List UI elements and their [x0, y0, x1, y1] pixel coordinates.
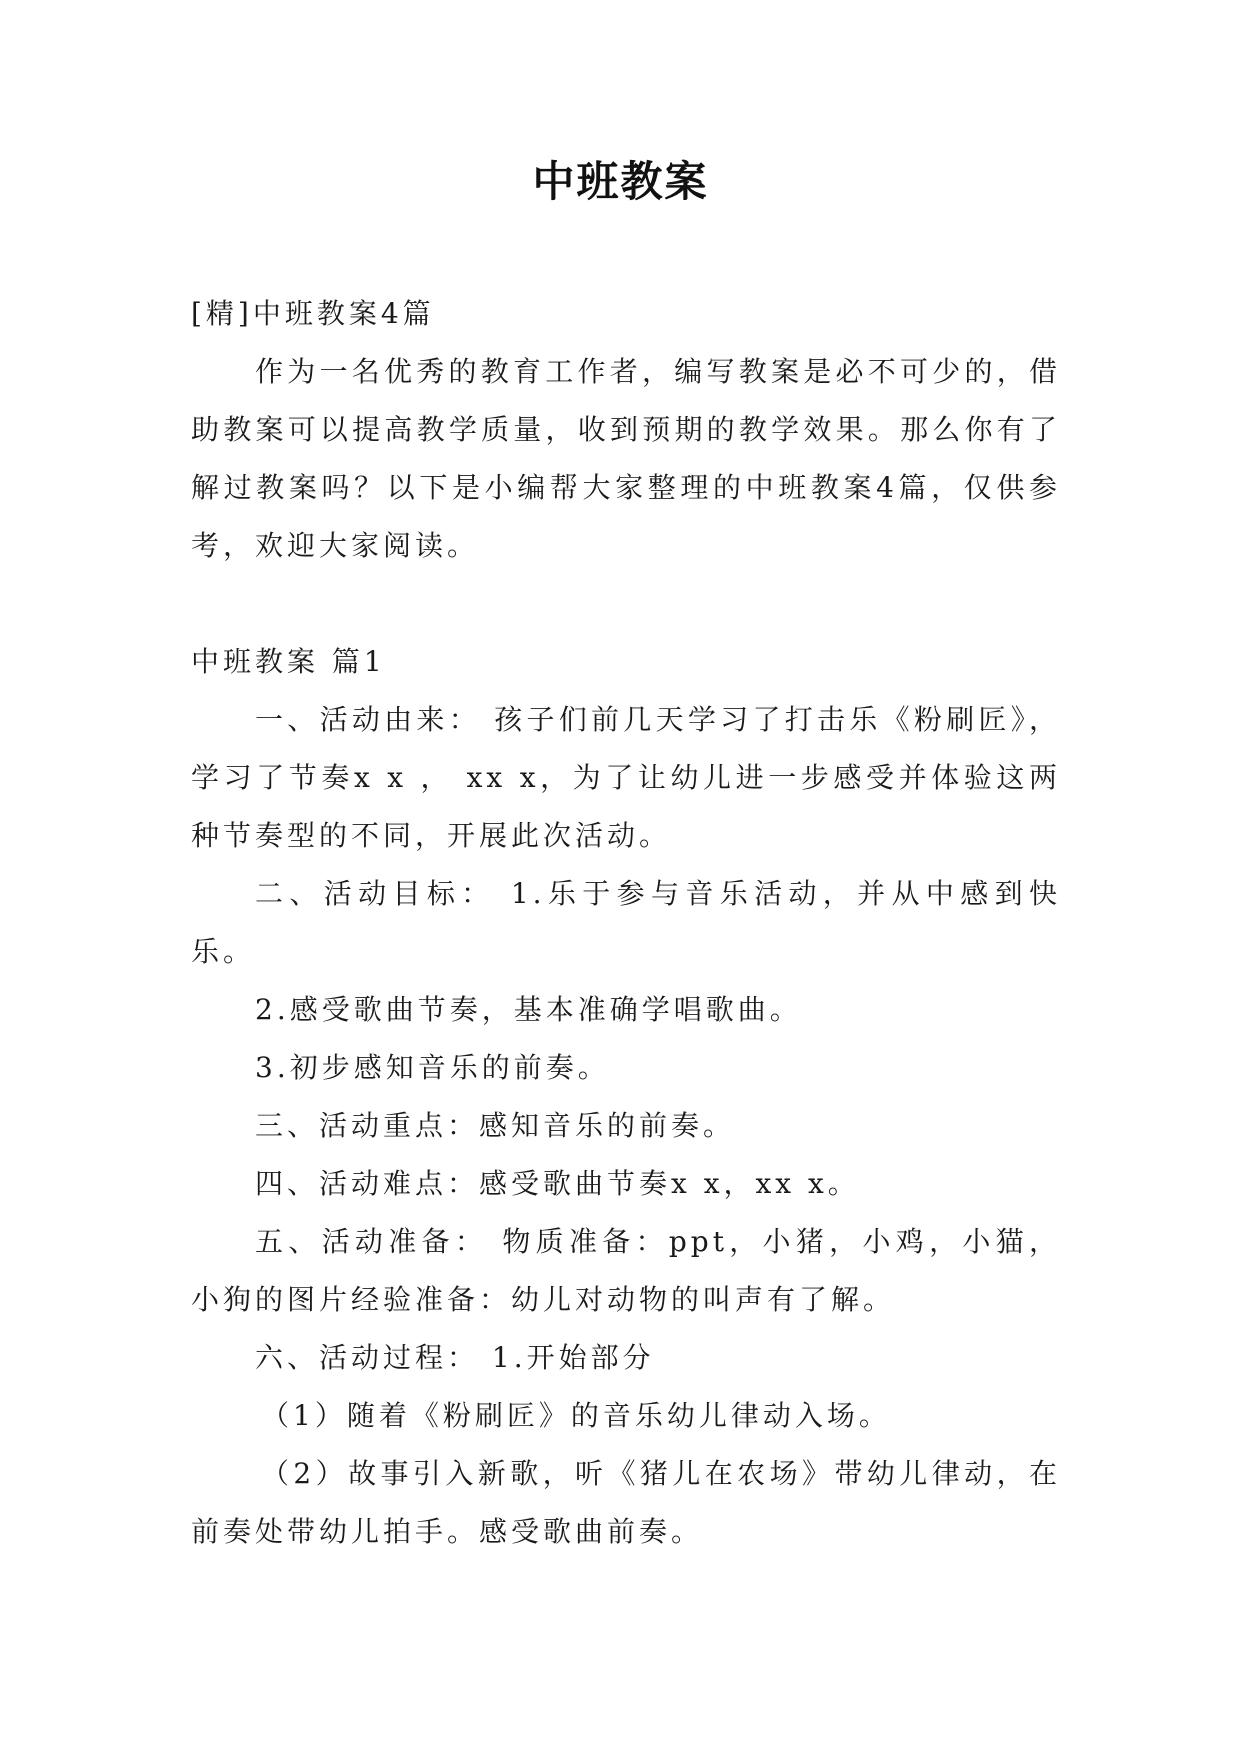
paragraph-process: 六、活动过程： 1.开始部分	[255, 1341, 655, 1374]
intro-paragraph: 作为一名优秀的教育工作者，编写教案是必不可少的，借助教案可以提高教学质量，收到预期的教学效果。那么你有了解过教案吗？以下是小编帮大家整理的中班教案4篇，仅供参考，欢迎大家阅读。	[191, 355, 1061, 562]
section-gap	[191, 575, 1061, 633]
paragraph-goal-3: 3.初步感知音乐的前奏。	[255, 1051, 610, 1084]
paragraph-origin: 一、活动由来： 孩子们前几天学习了打击乐《粉刷匠》，学习了节奏x x ， xx x，为了让幼儿进一步感受并体验这两种节奏型的不同，开展此次活动。	[191, 703, 1061, 852]
paragraph-preparation: 五、活动准备： 物质准备：ppt，小猪，小鸡，小猫，小狗的图片经验准备：幼儿对动物的叫声有了解。	[191, 1225, 1061, 1316]
section-heading: 中班教案 篇1	[191, 645, 386, 678]
paragraph-step-1: （1）随着《粉刷匠》的音乐幼儿律动入场。	[261, 1399, 891, 1432]
paragraph-goal-2: 2.感受歌曲节奏，基本准确学唱歌曲。	[255, 993, 802, 1026]
document-body	[191, 285, 1061, 1561]
paragraph-key-point: 三、活动重点：感知音乐的前奏。	[255, 1109, 736, 1142]
paragraph-difficulty: 四、活动难点：感受歌曲节奏x x，xx x。	[255, 1167, 860, 1200]
paragraph-goals: 二、活动目标： 1.乐于参与音乐活动，并从中感到快乐。	[191, 877, 1061, 968]
document-subtitle: [精]中班教案4篇	[191, 297, 435, 330]
document-title: 中班教案	[532, 157, 709, 206]
paragraph-step-2: （2）故事引入新歌，听《猪儿在农场》带幼儿律动，在前奏处带幼儿拍手。感受歌曲前奏。	[191, 1457, 1061, 1548]
